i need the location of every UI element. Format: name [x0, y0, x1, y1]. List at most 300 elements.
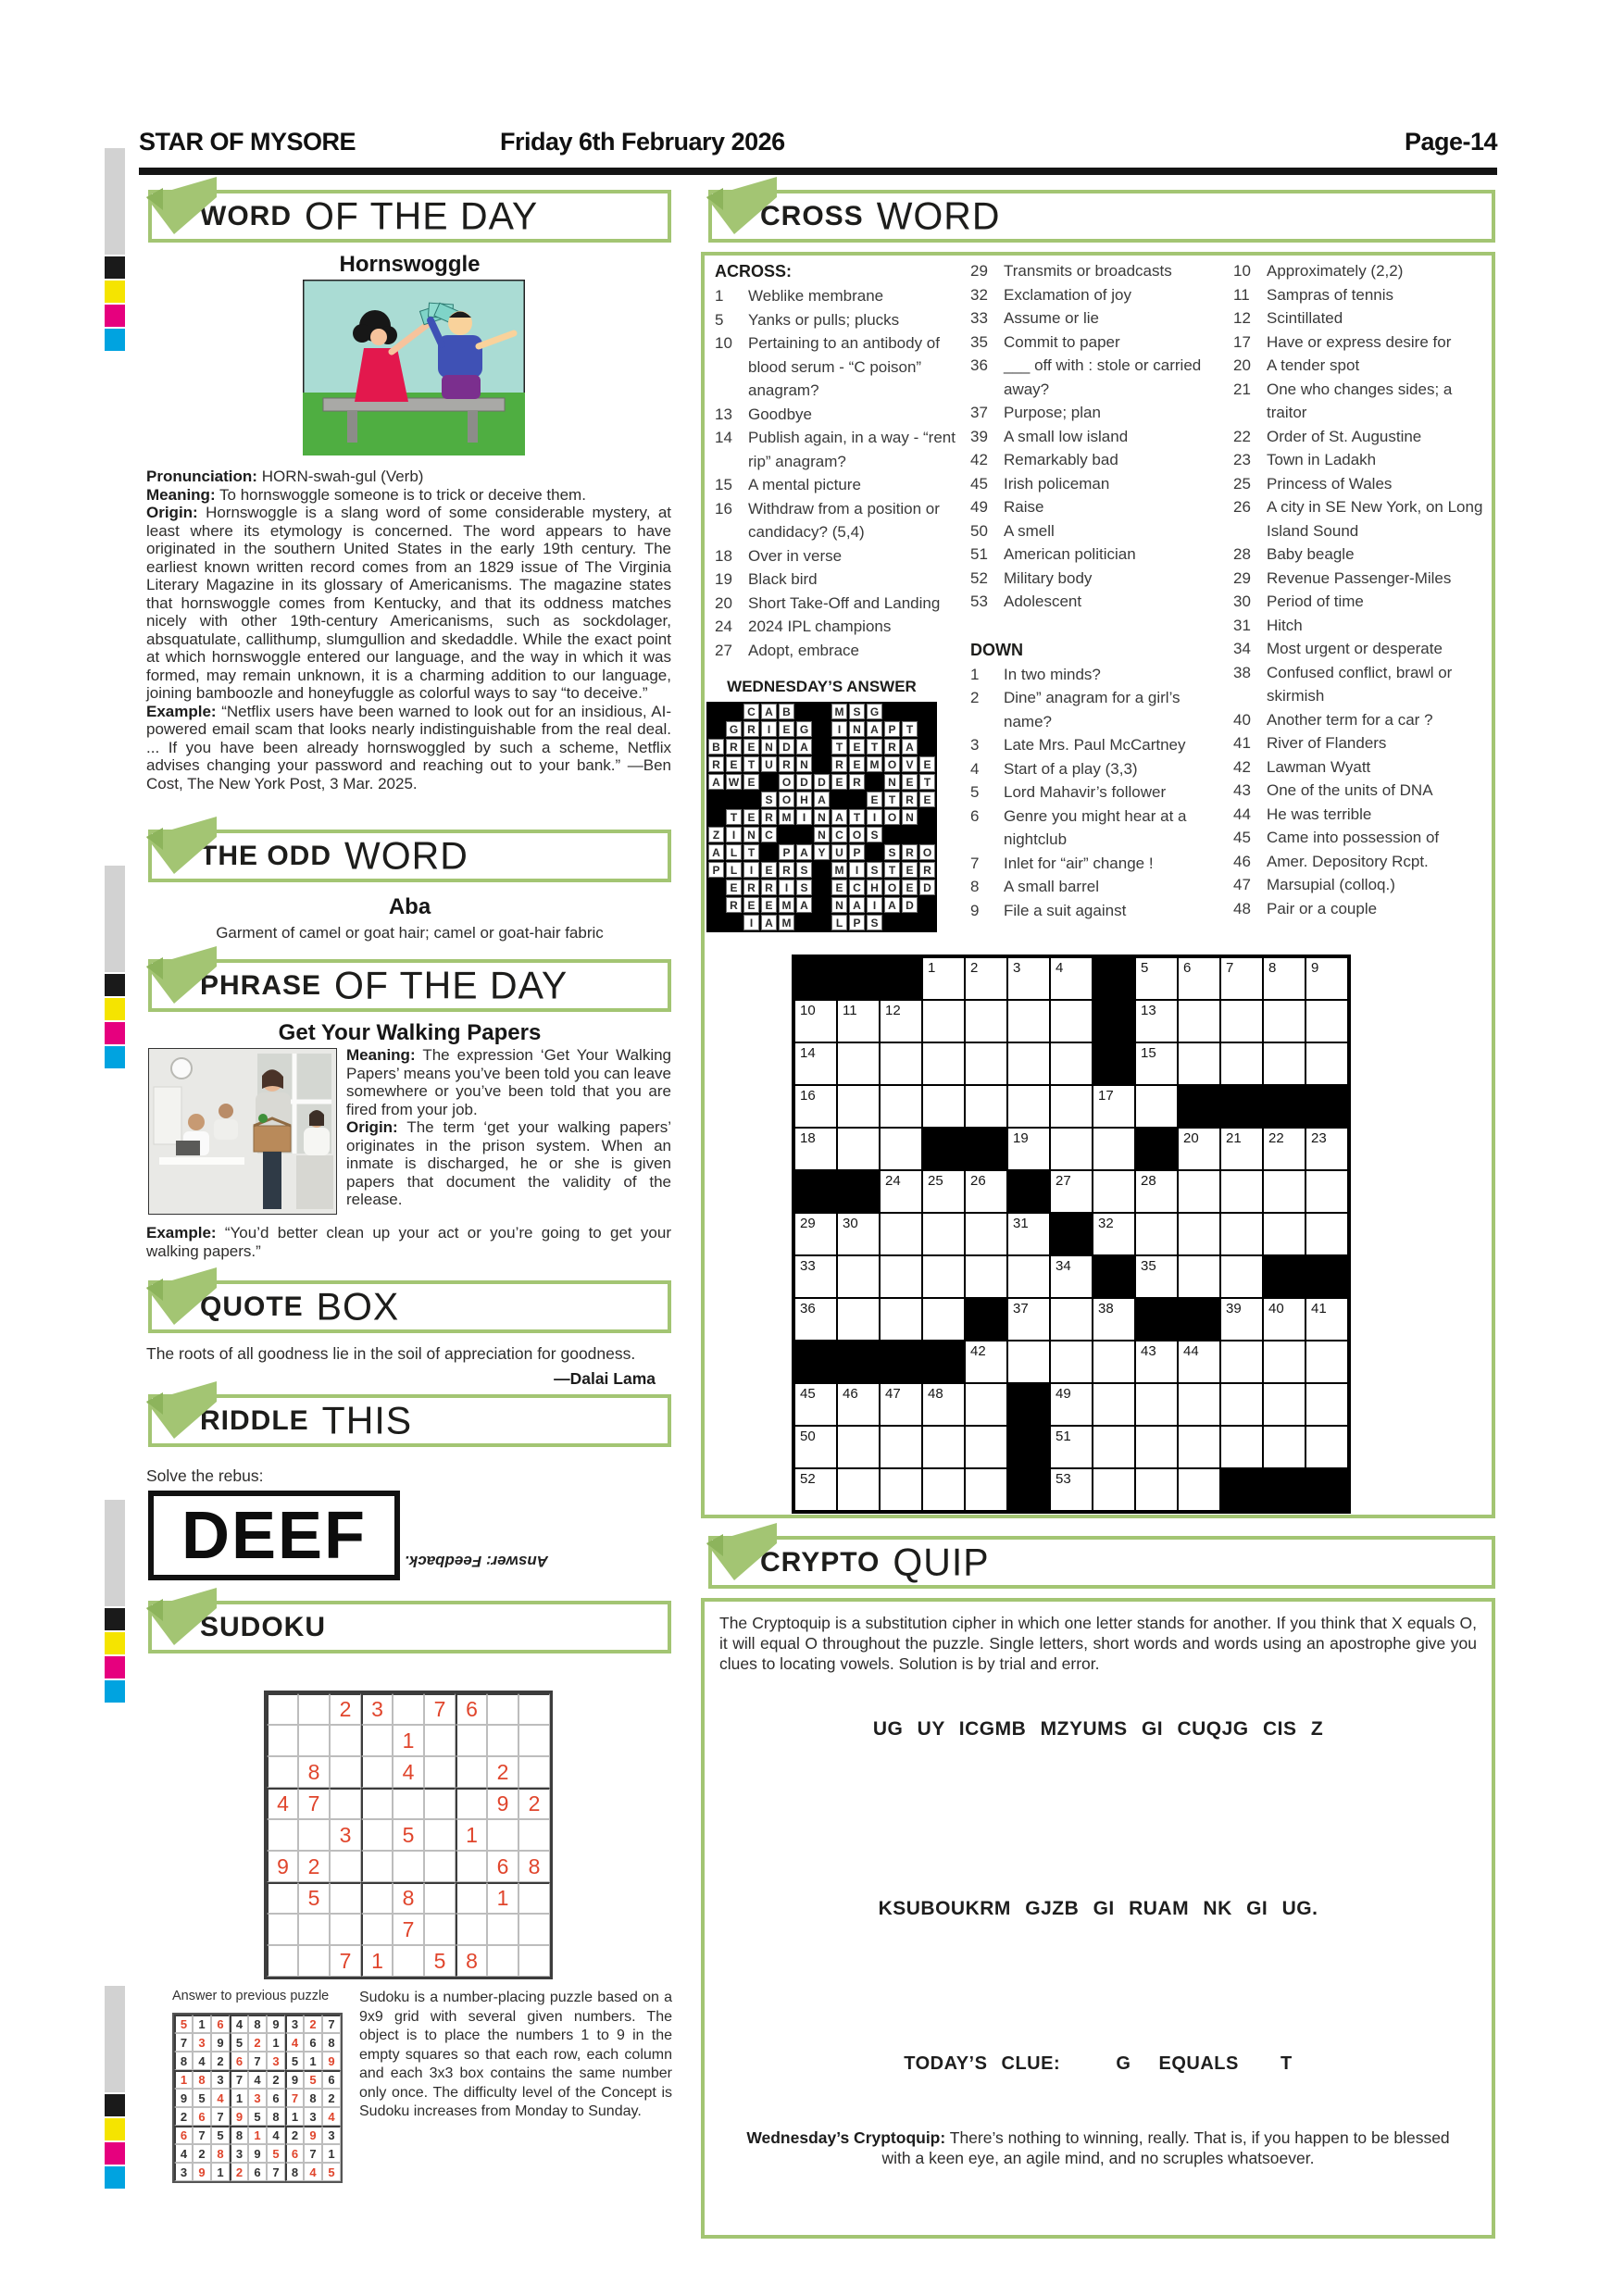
sudoku-cell: 5 — [211, 2126, 230, 2144]
clues-column-1 — [715, 259, 963, 662]
clue-item: 52 Military body — [970, 568, 1093, 587]
cryptoquip-previous-label: Wednesday’s Cryptoquip: — [746, 2128, 946, 2147]
answer-black-cell — [708, 792, 724, 807]
answer-letter-cell: R — [743, 880, 759, 895]
cryptoquip-previous — [738, 2128, 1458, 2168]
sudoku-cell — [424, 1914, 456, 1945]
crossword-cell — [1263, 1426, 1305, 1468]
riddle-prompt: Solve the rebus: — [146, 1466, 264, 1485]
answer-black-cell — [814, 915, 830, 930]
meaning-value: To hornswoggle someone is to trick or deceive them. — [219, 485, 586, 504]
section-title-light: QUIP — [893, 1540, 990, 1584]
clue-item: 32 Exclamation of joy — [970, 285, 1131, 304]
green-flag-icon — [703, 173, 784, 251]
sudoku-cell: 8 — [298, 1756, 330, 1788]
clue-item: 31 Hitch — [1233, 616, 1303, 634]
answer-letter-cell: O — [779, 774, 794, 790]
answer-letter-cell: M — [779, 915, 794, 930]
clue-item: 16 Withdraw from a position or candidacy? (5,4) — [715, 499, 940, 541]
sudoku-description: Sudoku is a number-placing puzzle based on a 9x9 grid with several given numbers. The object is to place the numbers 1 to 9 in the empty squares so that each row, each column and each 3x3 box contains the same number only once. The difficulty level of the Concept is Sudoku increases from Monday to Sunday. — [359, 1990, 672, 2119]
crossword-cell: 29 — [794, 1213, 837, 1255]
sudoku-cell — [518, 1756, 550, 1788]
sudoku-cell: 4 — [285, 2033, 304, 2052]
clue-item: 20 Short Take-Off and Landing — [715, 593, 941, 612]
phrase-example-label: Example: — [146, 1224, 217, 1242]
crossword-cell — [837, 1298, 880, 1341]
answer-black-cell — [708, 721, 724, 737]
sudoku-cell: 3 — [230, 2144, 248, 2163]
down-label: DOWN — [970, 640, 1023, 659]
sudoku-cell: 9 — [322, 2052, 341, 2070]
sudoku-cell: 7 — [298, 1788, 330, 1819]
sudoku-cell — [298, 1945, 330, 1977]
crossword-cell: 51 — [1050, 1426, 1093, 1468]
crossword-cell: 25 — [922, 1170, 965, 1213]
sudoku-cell: 4 — [211, 2089, 230, 2107]
answer-letter-cell: T — [743, 756, 759, 772]
sudoku-cell: 6 — [322, 2070, 341, 2089]
crossword-cell: 31 — [1007, 1213, 1050, 1255]
answer-black-cell — [814, 897, 830, 913]
crossword-cell — [1305, 1341, 1348, 1383]
answer-letter-cell: U — [831, 844, 847, 860]
crossword-black-cell — [965, 1128, 1007, 1170]
odd-word-word: Aba — [388, 894, 431, 919]
crossword-black-cell — [922, 1128, 965, 1170]
sudoku-cell — [487, 1725, 518, 1756]
section-title-strong: CROSS — [760, 200, 864, 231]
answer-letter-cell: E — [726, 756, 742, 772]
sudoku-cell: 1 — [285, 2107, 304, 2126]
sudoku-cell — [424, 1851, 456, 1882]
crossword-black-cell — [922, 1341, 965, 1383]
crossword-cell — [965, 1383, 1007, 1426]
sudoku-cell: 8 — [211, 2144, 230, 2163]
crossword-cell — [1178, 1383, 1220, 1426]
sudoku-cell — [456, 1882, 487, 1914]
crossword-cell — [1263, 1383, 1305, 1426]
crossword-cell: 41 — [1305, 1298, 1348, 1341]
crossword-cell — [1263, 1000, 1305, 1042]
answer-letter-cell: E — [902, 880, 918, 895]
sudoku-cell: 8 — [285, 2163, 304, 2181]
answer-letter-cell: D — [779, 739, 794, 755]
answer-letter-cell: L — [831, 915, 847, 930]
sudoku-cell — [361, 1725, 393, 1756]
section-title-strong: SUDOKU — [200, 1611, 327, 1642]
crossword-cell: 28 — [1135, 1170, 1178, 1213]
crossword-cell — [1135, 1426, 1178, 1468]
answer-black-cell — [919, 827, 935, 842]
sudoku-cell — [518, 1914, 550, 1945]
crossword-cell: 3 — [1007, 957, 1050, 1000]
clue-item: 44 He was terrible — [1233, 805, 1372, 823]
sudoku-cell — [424, 1788, 456, 1819]
crossword-cell — [837, 1468, 880, 1511]
sudoku-cell — [487, 1914, 518, 1945]
crossword-cell: 43 — [1135, 1341, 1178, 1383]
crossword-cell — [1305, 1426, 1348, 1468]
sudoku-cell — [487, 1945, 518, 1977]
crossword-cell — [1178, 1426, 1220, 1468]
answer-letter-cell: S — [796, 880, 812, 895]
answer-letter-cell: S — [867, 827, 882, 842]
answer-black-cell — [902, 704, 918, 719]
section-title-light: THIS — [321, 1398, 413, 1442]
page-number: Page-14 — [1404, 128, 1497, 156]
sudoku-cell: 6 — [193, 2107, 211, 2126]
crossword-black-cell — [794, 957, 837, 1000]
rebus-box: DEEF — [148, 1491, 400, 1580]
sudoku-cell: 7 — [285, 2089, 304, 2107]
answer-letter-cell: D — [902, 897, 918, 913]
clue-item: 22 Order of St. Augustine — [1233, 427, 1422, 445]
clue-item: 5 Lord Mahavir’s follower — [970, 783, 1167, 801]
crossword-cell — [880, 1426, 922, 1468]
crossword-cell: 39 — [1220, 1298, 1263, 1341]
answer-letter-cell: N — [814, 809, 830, 825]
answer-black-cell — [814, 739, 830, 755]
sudoku-cell: 1 — [393, 1725, 424, 1756]
crossword-cell — [1135, 1468, 1178, 1511]
answer-black-cell — [708, 915, 724, 930]
clues-column-3 — [1233, 259, 1487, 920]
answer-black-cell — [884, 827, 900, 842]
crossword-cell: 5 — [1135, 957, 1178, 1000]
crossword-cell — [1305, 1213, 1348, 1255]
sudoku-cell — [518, 1945, 550, 1977]
sudoku-cell — [267, 1819, 298, 1851]
crossword-cell — [837, 1085, 880, 1128]
section-title-strong: THE ODD — [200, 840, 331, 871]
answer-black-cell — [814, 704, 830, 719]
crossword-cell — [965, 1085, 1007, 1128]
clue-item: 9 File a suit against — [970, 901, 1127, 919]
crossword-cell — [1220, 1000, 1263, 1042]
answer-black-cell — [796, 915, 812, 930]
answer-black-cell — [726, 792, 742, 807]
answer-letter-cell: E — [902, 862, 918, 878]
sudoku-cell: 6 — [248, 2163, 267, 2181]
answer-letter-cell: O — [884, 880, 900, 895]
clue-item: 47 Marsupial (colloq.) — [1233, 876, 1395, 893]
sudoku-cell: 4 — [230, 2015, 248, 2033]
crossword-cell: 14 — [794, 1042, 837, 1085]
green-flag-icon — [143, 942, 224, 1020]
clue-item: 17 Have or express desire for — [1233, 332, 1452, 351]
crossword-black-cell — [1050, 1213, 1093, 1255]
crossword-cell: 9 — [1305, 957, 1348, 1000]
cryptoquip-clue: TODAY’S CLUE: G EQUALS T — [904, 2053, 1293, 2074]
clue-item: 43 One of the units of DNA — [1233, 781, 1433, 799]
sudoku-cell: 3 — [267, 2052, 285, 2070]
crossword-black-cell — [1007, 1426, 1050, 1468]
crossword-cell: 8 — [1263, 957, 1305, 1000]
answer-letter-cell: I — [796, 809, 812, 825]
sudoku-cell: 3 — [322, 2126, 341, 2144]
sudoku-cell: 8 — [393, 1882, 424, 1914]
sudoku-cell — [330, 1851, 361, 1882]
sudoku-cell — [518, 1693, 550, 1725]
answer-letter-cell: D — [796, 774, 812, 790]
phrase-title: Get Your Walking Papers — [278, 1020, 542, 1045]
green-flag-icon — [143, 1584, 224, 1662]
sudoku-cell — [424, 1882, 456, 1914]
crossword-cell: 21 — [1220, 1128, 1263, 1170]
sudoku-cell: 3 — [304, 2107, 322, 2126]
crossword-cell — [1178, 1000, 1220, 1042]
crossword-black-cell — [1007, 1170, 1050, 1213]
crossword-cell — [837, 1128, 880, 1170]
sudoku-cell: 1 — [230, 2089, 248, 2107]
answer-letter-cell: T — [849, 809, 865, 825]
answer-letter-cell: E — [726, 880, 742, 895]
crossword-cell — [1135, 1383, 1178, 1426]
cryptoquip-intro: The Cryptoquip is a substitution cipher in which one letter stands for another. If you think that X equals O, it will equal O throughout the puzzle. Single letters, short words and words using an apostrophe give you clues to locating vowels. Solution is by trial and error. — [719, 1614, 1477, 1673]
sudoku-cell — [298, 1914, 330, 1945]
sudoku-cell: 6 — [487, 1851, 518, 1882]
sudoku-cell — [361, 1851, 393, 1882]
answer-letter-cell: E — [867, 792, 882, 807]
sudoku-cell: 2 — [248, 2033, 267, 2052]
green-flag-icon — [143, 173, 224, 251]
sudoku-cell: 7 — [424, 1693, 456, 1725]
answer-black-cell — [761, 774, 777, 790]
sudoku-cell: 3 — [248, 2089, 267, 2107]
answer-letter-cell: U — [761, 756, 777, 772]
crossword-cell: 18 — [794, 1128, 837, 1170]
answer-letter-cell: G — [726, 721, 742, 737]
crossword-cell: 45 — [794, 1383, 837, 1426]
crossword-cell: 15 — [1135, 1042, 1178, 1085]
crossword-cell — [837, 1255, 880, 1298]
answer-letter-cell: N — [743, 827, 759, 842]
sudoku-cell: 1 — [267, 2033, 285, 2052]
answer-letter-cell: S — [761, 792, 777, 807]
clue-item: 41 River of Flanders — [1233, 734, 1387, 752]
clue-item: 35 Commit to paper — [970, 332, 1120, 351]
clue-item: 27 Adopt, embrace — [715, 641, 860, 659]
answer-letter-cell: A — [814, 792, 830, 807]
answer-letter-cell: A — [867, 721, 882, 737]
sudoku-cell: 6 — [304, 2033, 322, 2052]
answer-letter-cell: R — [708, 756, 724, 772]
quote-box-header — [148, 1280, 671, 1333]
crossword-cell — [965, 1213, 1007, 1255]
sudoku-cell: 5 — [424, 1945, 456, 1977]
crossword-cell — [1305, 1000, 1348, 1042]
answer-letter-cell: M — [779, 809, 794, 825]
clue-item: 29 Revenue Passenger-Miles — [1233, 568, 1452, 587]
sudoku-cell: 2 — [230, 2163, 248, 2181]
answer-black-cell — [867, 774, 882, 790]
answer-letter-cell: C — [761, 827, 777, 842]
clue-item: 29 Transmits or broadcasts — [970, 262, 1172, 280]
clue-item: 21 One who changes sides; a traitor — [1233, 380, 1453, 421]
sudoku-cell: 1 — [248, 2126, 267, 2144]
sudoku-cell: 5 — [322, 2163, 341, 2181]
crossword-cell: 30 — [837, 1213, 880, 1255]
answer-letter-cell: A — [831, 809, 847, 825]
wednesday-answer-grid — [706, 702, 937, 932]
sudoku-cell: 1 — [322, 2144, 341, 2163]
clue-item: 34 Most urgent or desperate — [1233, 640, 1443, 657]
down-clues-2 — [1233, 259, 1487, 920]
sudoku-cell: 4 — [193, 2052, 211, 2070]
crossword-cell — [1178, 1042, 1220, 1085]
sudoku-cell: 1 — [304, 2052, 322, 2070]
sudoku-cell: 4 — [267, 2126, 285, 2144]
sudoku-cell: 1 — [193, 2015, 211, 2033]
crossword-cell — [1305, 1383, 1348, 1426]
crossword-cell: 34 — [1050, 1255, 1093, 1298]
crossword-cell — [1220, 1341, 1263, 1383]
crossword-cell — [880, 1085, 922, 1128]
crossword-black-cell — [1178, 1085, 1220, 1128]
crossword-cell: 16 — [794, 1085, 837, 1128]
crossword-cell — [1135, 1213, 1178, 1255]
crossword-cell — [1050, 1085, 1093, 1128]
section-title-strong: CRYPTO — [760, 1546, 881, 1578]
word-of-the-day-header — [148, 190, 671, 243]
answer-letter-cell: A — [761, 704, 777, 719]
answer-letter-cell: S — [849, 704, 865, 719]
sudoku-cell: 2 — [267, 2070, 285, 2089]
registration-marks — [105, 148, 125, 351]
crossword-black-cell — [1135, 1298, 1178, 1341]
crossword-cell: 4 — [1050, 957, 1093, 1000]
crossword-black-cell — [837, 1170, 880, 1213]
sudoku-cell: 9 — [193, 2163, 211, 2181]
sudoku-cell: 9 — [267, 2015, 285, 2033]
crossword-cell — [1050, 1128, 1093, 1170]
crossword-cell: 11 — [837, 1000, 880, 1042]
crossword-cell: 10 — [794, 1000, 837, 1042]
sudoku-cell: 8 — [456, 1945, 487, 1977]
answer-black-cell — [884, 915, 900, 930]
green-flag-icon — [143, 1264, 224, 1341]
answer-black-cell — [814, 862, 830, 878]
sudoku-cell: 5 — [393, 1819, 424, 1851]
answer-black-cell — [726, 915, 742, 930]
answer-letter-cell: P — [849, 915, 865, 930]
answer-letter-cell: A — [796, 739, 812, 755]
answer-letter-cell: E — [919, 792, 935, 807]
crossword-cell: 32 — [1093, 1213, 1135, 1255]
crossword-cell — [965, 1000, 1007, 1042]
crossword-cell — [1050, 1341, 1093, 1383]
crossword-cell — [1263, 1341, 1305, 1383]
answer-letter-cell: A — [708, 844, 724, 860]
sudoku-cell: 4 — [322, 2107, 341, 2126]
answer-letter-cell: C — [743, 704, 759, 719]
clue-item: 14 Publish again, in a way - “rent rip” anagram? — [715, 429, 956, 470]
sudoku-cell: 2 — [330, 1693, 361, 1725]
answer-letter-cell: E — [743, 897, 759, 913]
crossword-cell — [1093, 1128, 1135, 1170]
clue-item: 6 Genre you might hear at a nightclub — [970, 806, 1187, 848]
crossword-cell: 48 — [922, 1383, 965, 1426]
answer-letter-cell: A — [708, 774, 724, 790]
sudoku-cell — [518, 1882, 550, 1914]
crossword-cell — [1263, 1170, 1305, 1213]
answer-letter-cell: T — [902, 721, 918, 737]
sudoku-cell: 8 — [193, 2070, 211, 2089]
phrase-header — [148, 959, 671, 1012]
answer-letter-cell: T — [884, 792, 900, 807]
crossword-cell — [1007, 1341, 1050, 1383]
crossword-cell — [1007, 1085, 1050, 1128]
sudoku-cell: 2 — [487, 1756, 518, 1788]
sudoku-cell — [267, 1725, 298, 1756]
answer-black-cell — [708, 897, 724, 913]
answer-letter-cell: M — [867, 756, 882, 772]
sudoku-header — [148, 1601, 671, 1653]
sudoku-cell: 3 — [361, 1693, 393, 1725]
answer-black-cell — [814, 756, 830, 772]
section-title-strong: WORD — [200, 200, 292, 231]
crossword-cell: 17 — [1093, 1085, 1135, 1128]
answer-letter-cell: G — [796, 721, 812, 737]
sudoku-cell — [518, 1725, 550, 1756]
crossword-cell — [1263, 1213, 1305, 1255]
answer-letter-cell: I — [867, 809, 882, 825]
answer-letter-cell: I — [743, 862, 759, 878]
crossword-black-cell — [1220, 1085, 1263, 1128]
crossword-cell: 35 — [1135, 1255, 1178, 1298]
answer-letter-cell: A — [796, 897, 812, 913]
crossword-grid — [792, 955, 1351, 1514]
sudoku-cell: 4 — [174, 2144, 193, 2163]
crossword-black-cell — [1263, 1255, 1305, 1298]
crossword-cell: 13 — [1135, 1000, 1178, 1042]
sudoku-cell — [267, 1693, 298, 1725]
section-title-strong: PHRASE — [200, 969, 322, 1001]
answer-letter-cell: E — [743, 774, 759, 790]
sudoku-cell: 9 — [285, 2070, 304, 2089]
crossword-cell: 46 — [837, 1383, 880, 1426]
crossword-black-cell — [880, 957, 922, 1000]
crossword-cell — [1135, 1085, 1178, 1128]
sudoku-grid — [264, 1691, 553, 1979]
sudoku-cell: 1 — [361, 1945, 393, 1977]
sudoku-cell: 8 — [230, 2126, 248, 2144]
clue-item: 48 Pair or a couple — [1233, 899, 1378, 917]
answer-letter-cell: A — [884, 897, 900, 913]
crossword-cell — [880, 1255, 922, 1298]
sudoku-cell: 5 — [230, 2033, 248, 2052]
pronunciation-label: Pronunciation: — [146, 468, 257, 485]
answer-letter-cell: C — [849, 880, 865, 895]
sudoku-cell — [518, 1819, 550, 1851]
clue-item: 11 Sampras of tennis — [1233, 285, 1394, 304]
answer-letter-cell: I — [726, 827, 742, 842]
green-flag-icon — [703, 1519, 784, 1597]
clue-item: 7 Inlet for “air” change ! — [970, 854, 1154, 872]
crossword-cell — [1220, 1383, 1263, 1426]
phrase-meaning-label: Meaning: — [346, 1046, 416, 1064]
crossword-black-cell — [1263, 1085, 1305, 1128]
clue-item: 26 A city in SE New York, on Long Island Sound — [1233, 498, 1483, 540]
crossword-cell: 19 — [1007, 1128, 1050, 1170]
sudoku-cell — [330, 1914, 361, 1945]
clue-item: 45 Came into possession of — [1233, 829, 1440, 846]
riddle-header — [148, 1394, 671, 1447]
clue-item: 42 Lawman Wyatt — [1233, 757, 1371, 776]
crossword-cell — [880, 1298, 922, 1341]
crossword-black-cell — [1305, 1255, 1348, 1298]
sudoku-cell — [330, 1788, 361, 1819]
